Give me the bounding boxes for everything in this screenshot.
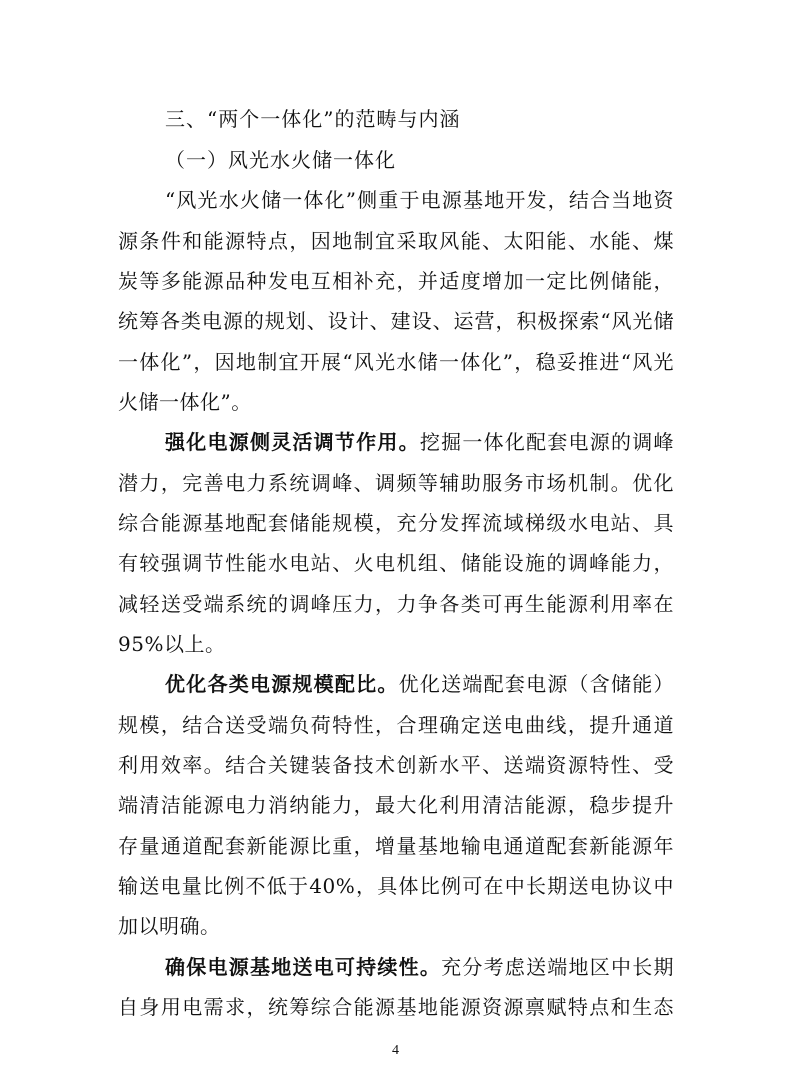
paragraph-2-line-2: 潜力，完善电力系统调峰、调频等辅助服务市场机制。优化: [118, 471, 674, 495]
paragraph-4-first-line-rest: 充分考虑送端地区中长期: [441, 955, 675, 979]
paragraph-3-first-line-rest: 优化送端配套电源（含储能）: [398, 672, 675, 696]
paragraph-2-line-6: 95%以上。: [118, 632, 226, 656]
paragraph-2-line-3: 综合能源基地配套储能规模，充分发挥流域梯级水电站、具: [118, 511, 674, 535]
paragraph-2-line-5: 减轻送受端系统的调峰压力，力争各类可再生能源利用率在: [118, 592, 674, 616]
paragraph-4-line-1: [165, 955, 674, 979]
paragraph-4-lead: 确保电源基地送电可持续性。: [165, 955, 442, 979]
paragraph-3-lead: 优化各类电源规模配比。: [165, 672, 399, 696]
paragraph-1-line-4: 统筹各类电源的规划、设计、建设、运营，积极探索“风光储: [118, 309, 674, 333]
section-title: 三、“两个一体化”的范畴与内涵: [165, 107, 461, 131]
paragraph-3-line-7: 加以明确。: [118, 914, 221, 938]
paragraph-3-line-6: 输送电量比例不低于40%，具体比例可在中长期送电协议中: [118, 874, 674, 898]
paragraph-1-line-2: 源条件和能源特点，因地制宜采取风能、太阳能、水能、煤: [118, 229, 674, 253]
page-number: 4: [392, 1043, 399, 1058]
paragraph-1-line-3: 炭等多能源品种发电互相补充，并适度增加一定比例储能，: [118, 269, 674, 293]
paragraph-3-line-3: 利用效率。结合关键装备技术创新水平、送端资源特性、受: [118, 753, 674, 777]
paragraph-2-lead: 强化电源侧灵活调节作用。: [165, 430, 420, 454]
paragraph-2-first-line-rest: 挖掘一体化配套电源的调峰: [419, 430, 675, 454]
paragraph-3-line-2: 规模，结合送受端负荷特性，合理确定送电曲线，提升通道: [118, 713, 674, 737]
paragraph-3-line-1: [165, 672, 674, 696]
subsection-title: （一）风光水火储一体化: [165, 148, 396, 172]
paragraph-3-line-4: 端清洁能源电力消纳能力，最大化利用清洁能源，稳步提升: [118, 793, 674, 817]
paragraph-2-line-1: [165, 430, 674, 454]
paragraph-1-line-1: “风光水火储一体化”侧重于电源基地开发，结合当地资: [165, 188, 674, 212]
paragraph-3-line-5: 存量通道配套新能源比重，增量基地输电通道配套新能源年: [118, 834, 674, 858]
paragraph-4-line-2: 自身用电需求，统筹综合能源基地能源资源禀赋特点和生态: [118, 995, 674, 1019]
paragraph-1-line-5: 一体化”，因地制宜开展“风光水储一体化”，稳妥推进“风光: [118, 350, 674, 374]
paragraph-2-line-4: 有较强调节性能水电站、火电机组、储能设施的调峰能力，: [118, 551, 674, 575]
paragraph-1-line-6: 火储一体化”。: [118, 390, 252, 414]
